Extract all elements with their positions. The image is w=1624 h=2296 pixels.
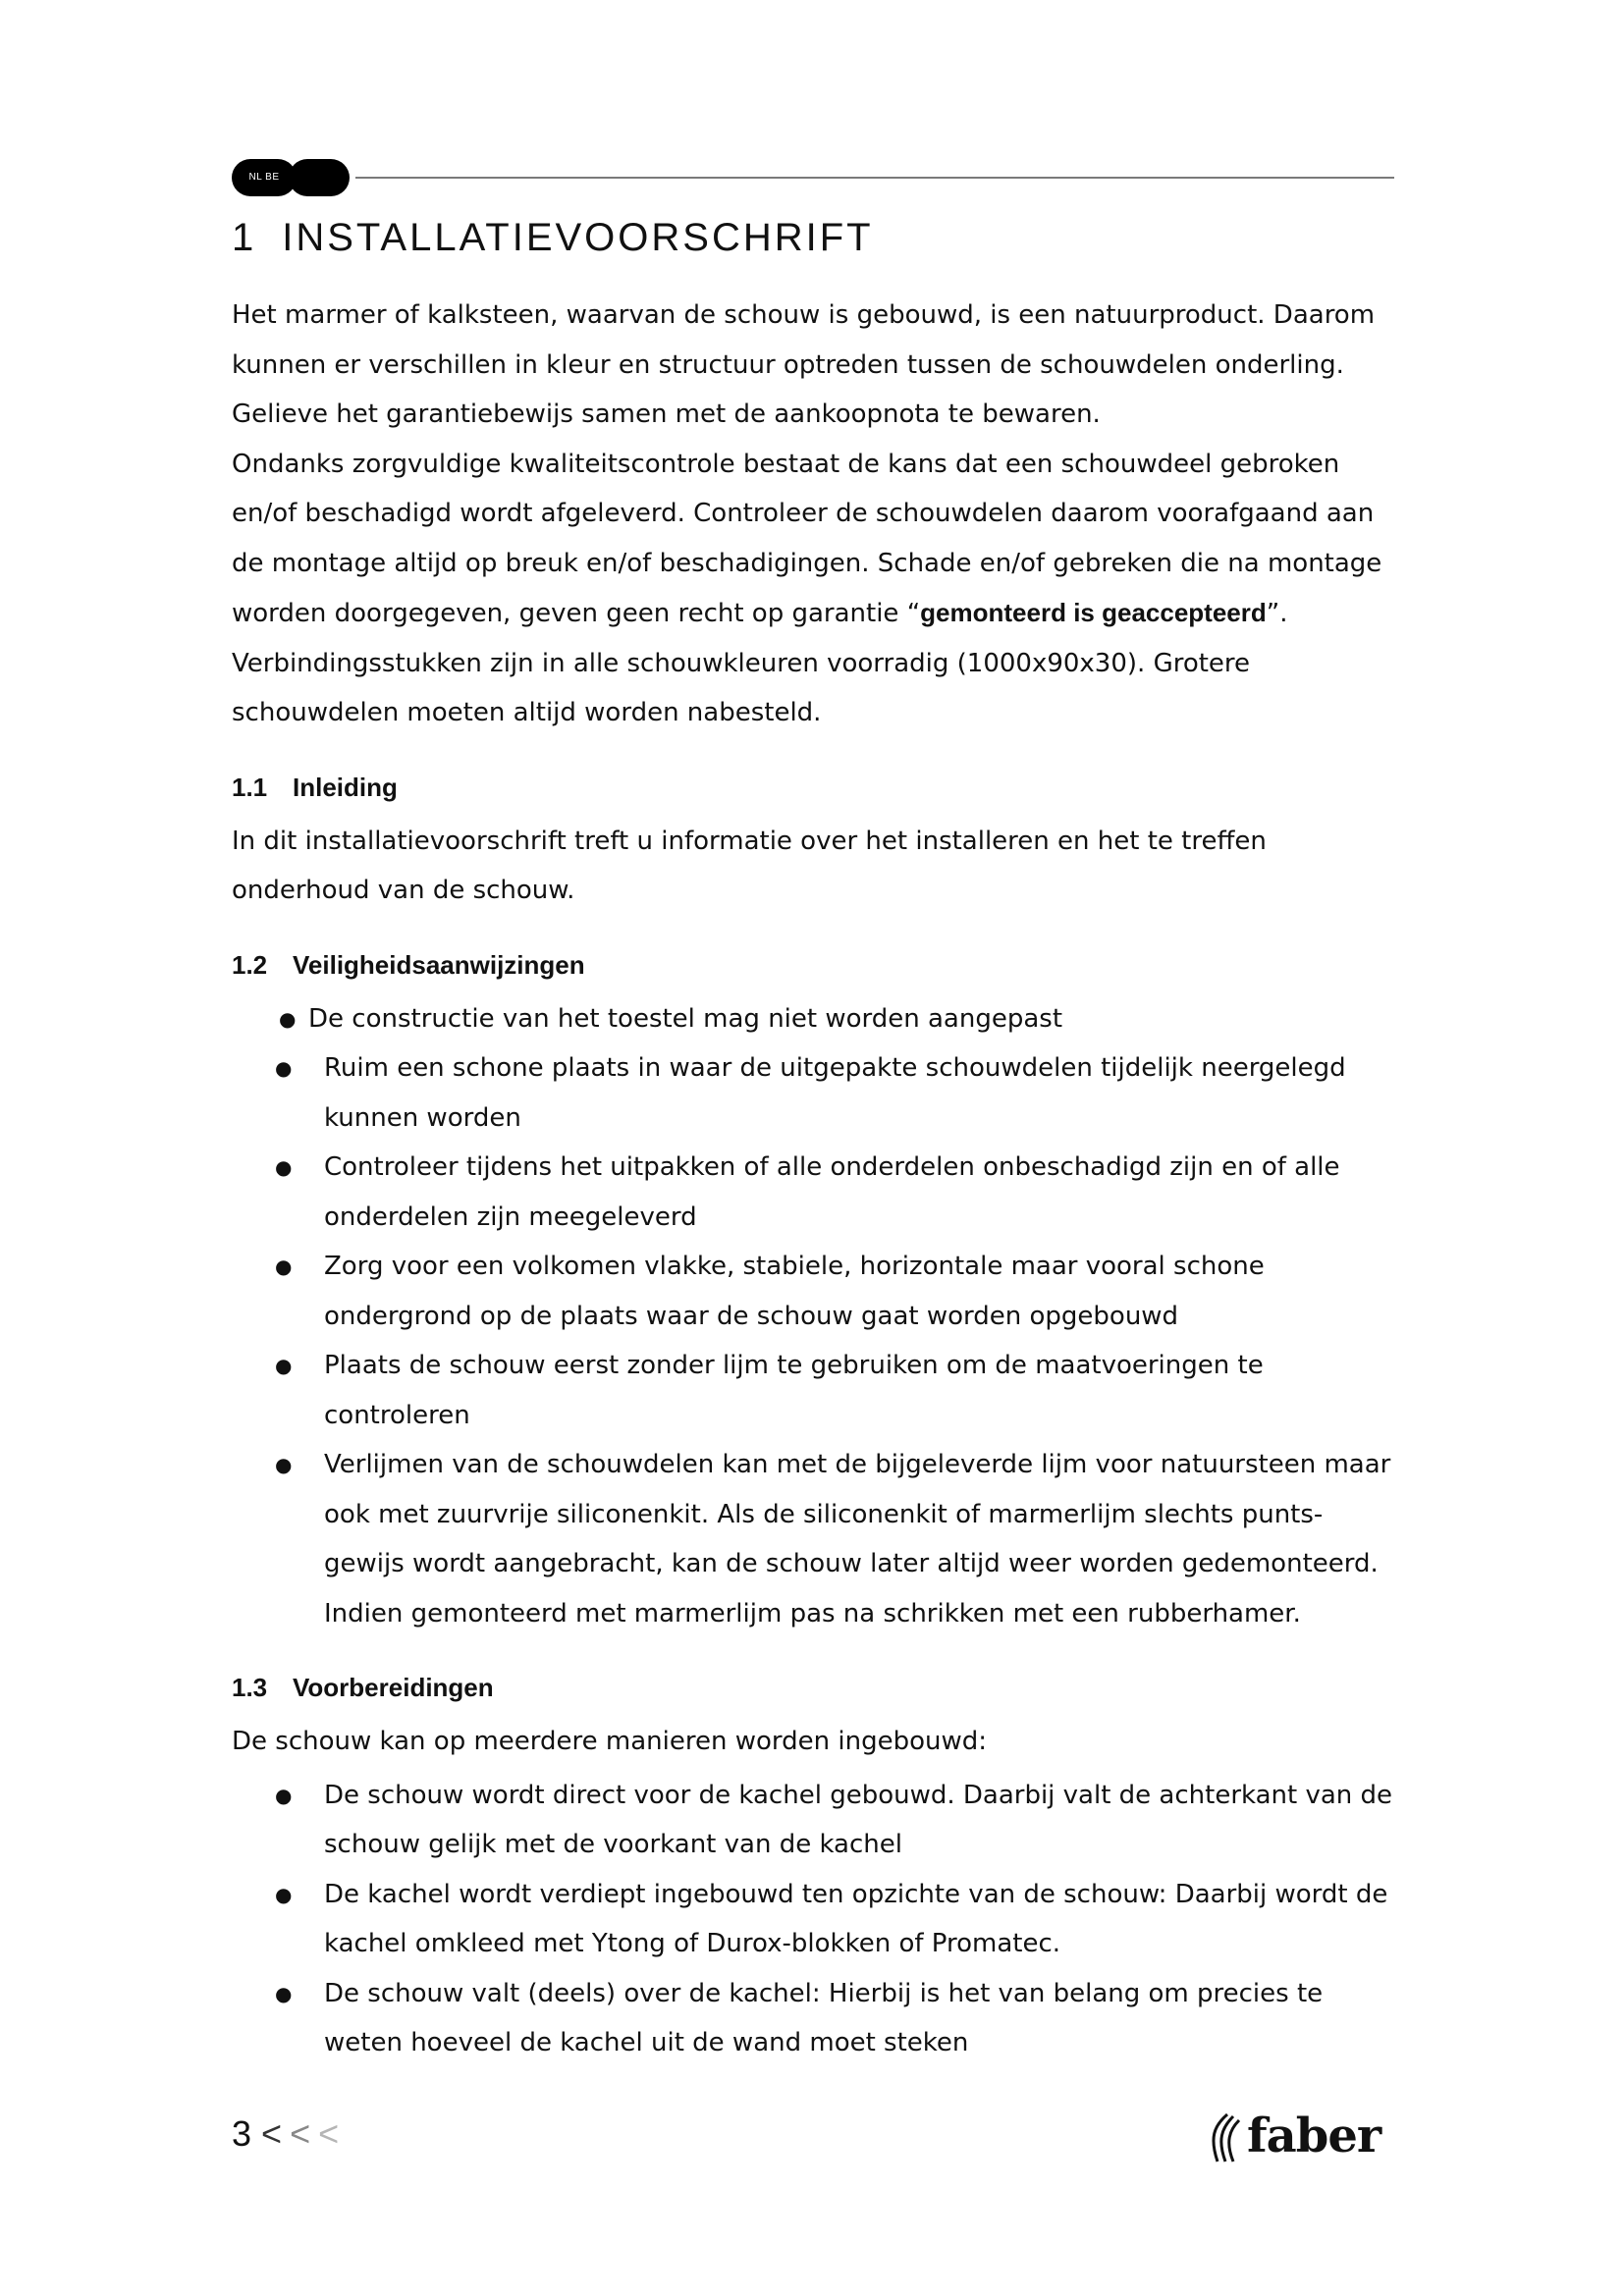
list-item [232,1771,1400,1870]
intro-paragraph [232,291,1400,738]
page-content [232,204,1400,2068]
safety-list [232,994,1400,1639]
intro-line: schouwdelen moeten altijd worden nabesteld. [232,698,822,727]
badge-pill-right [289,159,350,196]
list-item-text: kunnen worden [324,1102,521,1133]
intro-line: kunnen er verschillen in kleur en structuur optreden tussen de schouwdelen onderling. [232,349,1344,380]
section-number: 1.3 [232,1673,268,1702]
section-heading-voorbereidingen [232,1664,1400,1711]
intro-line: ”. [1266,599,1288,628]
bullet-icon: ● [275,1783,293,1807]
bullet-icon: ● [275,1056,293,1080]
list-item [232,1341,1400,1440]
section-heading-veiligheidsaanwijzingen [232,941,1400,988]
chapter-title-text: INSTALLATIEVOORSCHRIFT [282,216,874,259]
list-item-text: controleren [324,1400,470,1430]
page-number-value: 3 [232,2113,252,2154]
bullet-icon: ● [275,1981,293,2005]
section-title: Veiligheidsaanwijzingen [293,949,585,980]
chevron-left-icon: < [318,2113,340,2154]
list-item-text: De schouw valt (deels) over de kachel: Hierbij is het van belang om precies te [324,1978,1324,2008]
list-item [232,1969,1400,2068]
intro-line: de montage altijd op breuk en/of beschadigingen. Schade en/of gebreken die na montage [232,548,1382,578]
flame-icon [1206,2112,1245,2163]
section-number: 1.1 [232,772,268,802]
section-heading-inleiding [232,764,1400,811]
list-item [232,1440,1400,1638]
list-item-text: Zorg voor een volkomen vlakke, stabiele, horizontale maar vooral schone [324,1252,1265,1281]
list-item-text: Indien gemonteerd met marmerlijm pas na schrikken met een rubberhamer. [324,1598,1301,1629]
intro-line: en/of beschadigd wordt afgeleverd. Controleer de schouwdelen daarom voorafgaand aan [232,499,1375,528]
bullet-icon: ● [275,1255,293,1278]
list-item-text: Controleer tijdens het uitpakken of alle onderdelen onbeschadigd zijn en of alle [324,1152,1340,1182]
bullet-icon: ● [275,1882,293,1906]
chapter-title [232,204,1400,271]
inleiding-paragraph [232,817,1400,916]
list-item-text: De kachel wordt verdiept ingebouwd ten opzichte van de schouw: Daarbij wordt de [324,1879,1388,1909]
list-item-text: schouw gelijk met de voorkant van de kachel [324,1830,902,1859]
list-item-text: Verlijmen van de schouwdelen kan met de bijgeleverde lijm voor natuursteen maar [324,1450,1391,1479]
brand-name: faber [1247,2109,1381,2163]
list-item [232,1043,1400,1143]
list-item-text: onderdelen zijn meegeleverd [324,1201,697,1232]
chapter-number: 1 [232,216,257,259]
list-item-text: ook met zuurvrije siliconenkit. Als de siliconenkit of marmerlijm slechts punts- [324,1499,1324,1529]
intro-emphasis: gemonteerd is geaccepteerd [920,598,1267,627]
list-item-text: Ruim een schone plaats in waar de uitgepakte schouwdelen tijdelijk neergelegd [324,1053,1346,1083]
voorbereidingen-intro: De schouw kan op meerdere manieren worden ingebouwd: [232,1727,987,1756]
list-item [232,1870,1400,1969]
list-item-text: gewijs wordt aangebracht, kan de schouw later altijd weer worden gedemonteerd. [324,1549,1379,1578]
intro-line: Het marmer of kalksteen, waarvan de schouw is gebouwd, is een natuurproduct. Daarom [232,300,1376,330]
list-item-text: ondergrond op de plaats waar de schouw gaat worden opgebouwd [324,1301,1179,1331]
chevron-left-icon: < [261,2113,283,2154]
list-item-text: De schouw wordt direct voor de kachel gebouwd. Daarbij valt de achterkant van de [324,1780,1393,1810]
bullet-icon: ● [275,1155,293,1179]
paragraph-line: onderhoud van de schouw. [232,876,575,905]
bullet-icon: ● [279,1006,297,1031]
language-badge [232,159,350,196]
preparation-list [232,1771,1400,2068]
intro-line: Ondanks zorgvuldige kwaliteitscontrole bestaat de kans dat een schouwdeel gebroken [232,449,1340,479]
list-item [232,1242,1400,1341]
list-item-text: De constructie van het toestel mag niet worden aangepast [308,1003,1063,1034]
list-item-text: kachel omkleed met Ytong of Durox-blokken of Promatec. [324,1929,1061,1958]
list-item-text: weten hoeveel de kachel uit de wand moet steken [324,2028,969,2057]
paragraph-line: In dit installatievoorschrift treft u informatie over het installeren en het te treffen [232,826,1267,856]
section-title: Voorbereidingen [293,1673,494,1702]
list-item [232,1143,1400,1242]
list-item [232,994,1400,1044]
bullet-icon: ● [275,1453,293,1476]
intro-line: Gelieve het garantiebewijs samen met de aankoopnota te bewaren. [232,400,1101,429]
header-rule [355,177,1394,179]
chevron-left-icon: < [290,2113,311,2154]
intro-line: worden doorgegeven, geven geen recht op garantie “ [232,599,921,628]
language-badge-label: NL BE [232,159,297,196]
section-title: Inleiding [293,772,398,802]
intro-line: Verbindingsstukken zijn in alle schouwkleuren voorradig (1000x90x30). Grotere [232,648,1251,678]
list-item-text: Plaats de schouw eerst zonder lijm te gebruiken om de maatvoeringen te [324,1351,1264,1380]
bullet-icon: ● [275,1354,293,1377]
page-number [232,2112,339,2156]
section-number: 1.2 [232,949,268,980]
faber-logo [1206,2109,1380,2163]
